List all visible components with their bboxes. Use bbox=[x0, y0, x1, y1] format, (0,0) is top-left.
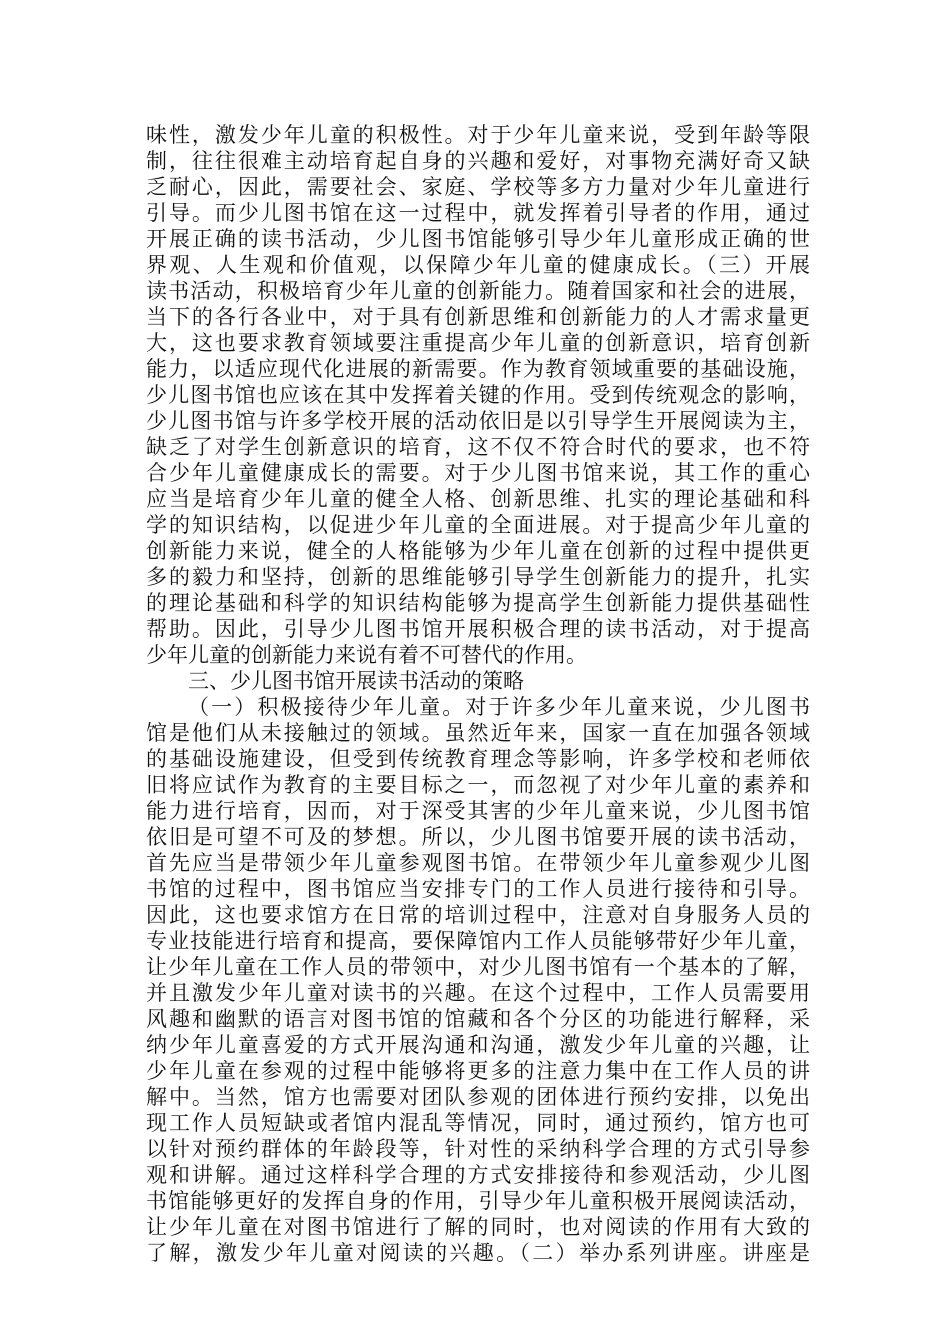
text-line: 界观、人生观和价值观，以保障少年儿童的健康成长。（三）开展 bbox=[146, 253, 810, 277]
text-line: 解中。当然，馆方也需要对团队参观的团体进行预约安排，以免出 bbox=[146, 1085, 810, 1109]
text-line: 以针对预约群体的年龄段等，针对性的采纳科学合理的方式引导参 bbox=[146, 1137, 810, 1161]
text-line: 少儿图书馆与许多学校开展的活动依旧是以引导学生开展阅读为主， bbox=[146, 409, 810, 433]
text-line: 专业技能进行培育和提高，要保障馆内工作人员能够带好少年儿童， bbox=[146, 929, 810, 953]
text-line: 的理论基础和科学的知识结构能够为提高学生创新能力提供基础性 bbox=[146, 591, 810, 615]
text-line: 能力进行培育，因而，对于深受其害的少年儿童来说，少儿图书馆 bbox=[146, 799, 810, 823]
text-line: 风趣和幽默的语言对图书馆的馆藏和各个分区的功能进行解释，采 bbox=[146, 1007, 810, 1031]
text-line: 大，这也要求教育领域要注重提高少年儿童的创新意识，培育创新 bbox=[146, 331, 810, 355]
text-line: 乏耐心，因此，需要社会、家庭、学校等多方力量对少年儿童进行 bbox=[146, 175, 810, 199]
text-line: （一）积极接待少年儿童。对于许多少年儿童来说，少儿图书 bbox=[188, 695, 810, 719]
text-line: 合少年儿童健康成长的需要。对于少儿图书馆来说，其工作的重心 bbox=[146, 461, 810, 485]
text-line: 旧将应试作为教育的主要目标之一，而忽视了对少年儿童的素养和 bbox=[146, 773, 810, 797]
text-line: 学的知识结构，以促进少年儿童的全面进展。对于提高少年儿童的 bbox=[146, 513, 810, 537]
text-line: 的基础设施建设，但受到传统教育理念等影响，许多学校和老师依 bbox=[146, 747, 810, 771]
text-line: 少年儿童的创新能力来说有着不可替代的作用。 bbox=[146, 643, 587, 667]
text-line: 味性，激发少年儿童的积极性。对于少年儿童来说，受到年龄等限 bbox=[146, 123, 810, 147]
text-line: 多的毅力和坚持，创新的思维能够引导学生创新能力的提升，扎实 bbox=[146, 565, 810, 589]
text-line: 书馆能够更好的发挥自身的作用，引导少年儿童积极开展阅读活动， bbox=[146, 1189, 810, 1213]
document-page bbox=[146, 122, 810, 1266]
text-line: 书馆的过程中，图书馆应当安排专门的工作人员进行接待和引导。 bbox=[146, 877, 810, 901]
text-line: 制，往往很难主动培育起自身的兴趣和爱好，对事物充满好奇又缺 bbox=[146, 149, 810, 173]
text-line: 让少年儿童在工作人员的带领中，对少儿图书馆有一个基本的了解， bbox=[146, 955, 810, 979]
text-line: 并且激发少年儿童对读书的兴趣。在这个过程中，工作人员需要用 bbox=[146, 981, 810, 1005]
text-line: 纳少年儿童喜爱的方式开展沟通和沟通，激发少年儿童的兴趣，让 bbox=[146, 1033, 810, 1057]
text-line: 了解，激发少年儿童对阅读的兴趣。（二）举办系列讲座。讲座是 bbox=[146, 1241, 810, 1265]
section-heading: 三、少儿图书馆开展读书活动的策略 bbox=[188, 669, 524, 693]
text-line: 因此，这也要求馆方在日常的培训过程中，注意对自身服务人员的 bbox=[146, 903, 810, 927]
paragraph-continued bbox=[146, 122, 810, 668]
text-line: 少年儿童在参观的过程中能够将更多的注意力集中在工作人员的讲 bbox=[146, 1059, 810, 1083]
text-line: 缺乏了对学生创新意识的培育，这不仅不符合时代的要求，也不符 bbox=[146, 435, 810, 459]
text-line: 少儿图书馆也应该在其中发挥着关键的作用。受到传统观念的影响， bbox=[146, 383, 810, 407]
text-line: 依旧是可望不可及的梦想。所以，少儿图书馆要开展的读书活动， bbox=[146, 825, 810, 849]
text-line: 应当是培育少年儿童的健全人格、创新思维、扎实的理论基础和科 bbox=[146, 487, 810, 511]
text-line: 现工作人员短缺或者馆内混乱等情况，同时，通过预约，馆方也可 bbox=[146, 1111, 810, 1135]
paragraph-strategy-1 bbox=[146, 694, 810, 1266]
text-line: 开展正确的读书活动，少儿图书馆能够引导少年儿童形成正确的世 bbox=[146, 227, 810, 251]
text-line: 读书活动，积极培育少年儿童的创新能力。随着国家和社会的进展， bbox=[146, 279, 810, 303]
text-line: 引导。而少儿图书馆在这一过程中，就发挥着引导者的作用，通过 bbox=[146, 201, 810, 225]
text-line: 当下的各行各业中，对于具有创新思维和创新能力的人才需求量更 bbox=[146, 305, 810, 329]
text-line: 馆是他们从未接触过的领域。虽然近年来，国家一直在加强各领域 bbox=[146, 721, 810, 745]
text-line: 观和讲解。通过这样科学合理的方式安排接待和参观活动，少儿图 bbox=[146, 1163, 810, 1187]
text-line: 帮助。因此，引导少儿图书馆开展积极合理的读书活动，对于提高 bbox=[146, 617, 810, 641]
text-line: 让少年儿童在对图书馆进行了解的同时，也对阅读的作用有大致的 bbox=[146, 1215, 810, 1239]
text-line: 首先应当是带领少年儿童参观图书馆。在带领少年儿童参观少儿图 bbox=[146, 851, 810, 875]
text-line: 能力，以适应现代化进展的新需要。作为教育领域重要的基础设施， bbox=[146, 357, 810, 381]
text-line: 创新能力来说，健全的人格能够为少年儿童在创新的过程中提供更 bbox=[146, 539, 810, 563]
